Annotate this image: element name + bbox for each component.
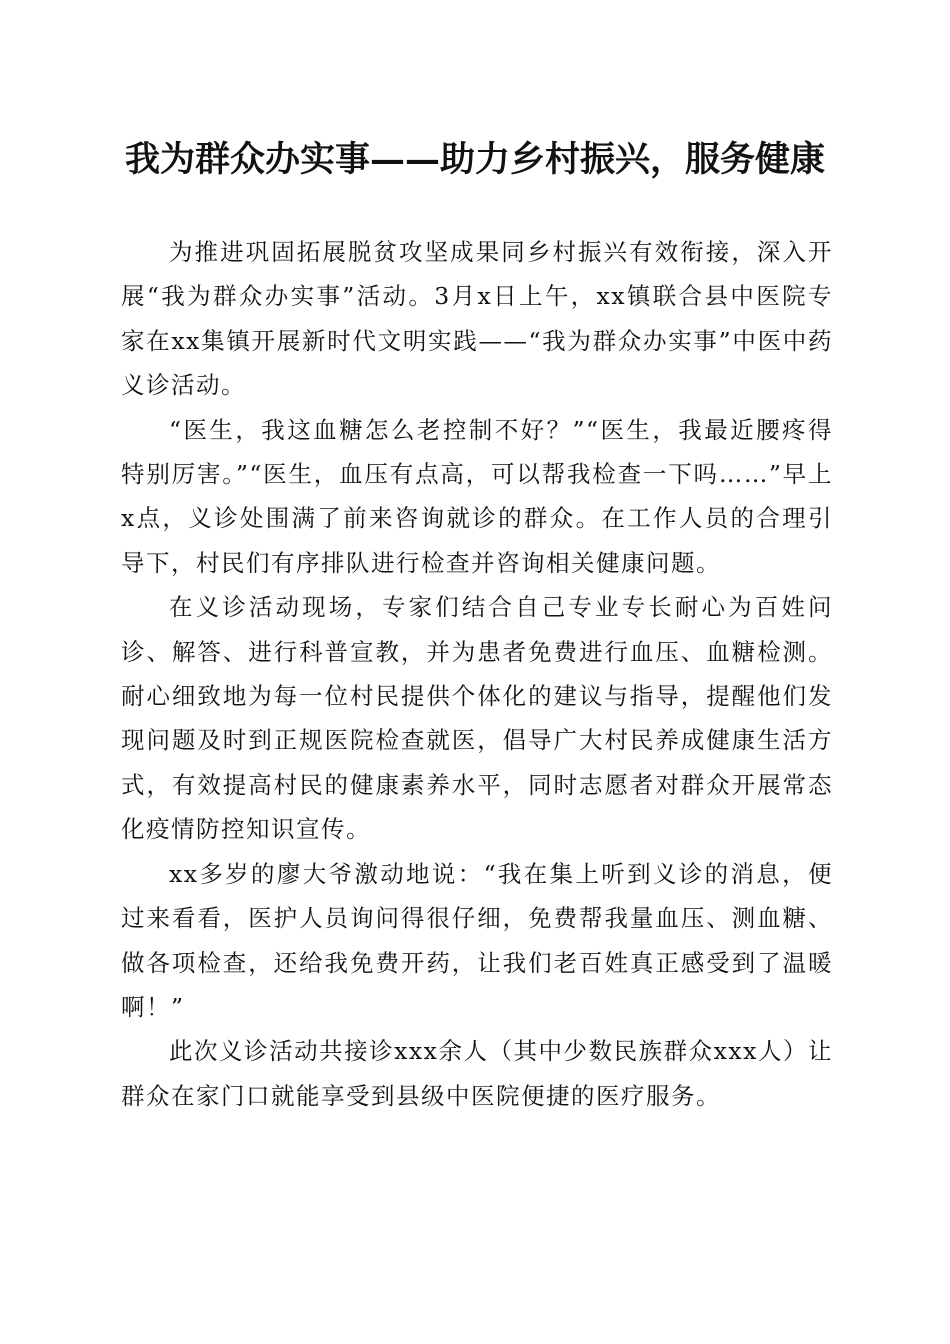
paragraph-2: “医生，我这血糖怎么老控制不好？”“医生，我最近腰疼得特别厉害。”“医生，血压有点高，可以帮我检查一下吗……”早上x点，义诊处围满了前来咨询就诊的群众。在工作人员的合理引导下，村民们有序排队进行检查并咨询相关健康问题。 (121, 415, 833, 577)
document-body (121, 230, 833, 1118)
paragraph-3: 在义诊活动现场，专家们结合自己专业专长耐心为百姓问诊、解答、进行科普宣教，并为患者免费进行血压、血糖检测。耐心细致地为每一位村民提供个体化的建议与指导，提醒他们发现问题及时到正规医院检查就医，倡导广大村民养成健康生活方式，有效提高村民的健康素养水平，同时志愿者对群众开展常态化疫情防控知识宣传。 (121, 593, 833, 844)
document-title: 我为群众办实事——助力乡村振兴，服务健康 (124, 139, 825, 180)
paragraph-1: 为推进巩固拓展脱贫攻坚成果同乡村振兴有效衔接，深入开展“我为群众办实事”活动。3月x日上午，xx镇联合县中医院专家在xx集镇开展新时代文明实践——“我为群众办实事”中医中药义诊活动。 (121, 238, 833, 400)
paragraph-4: xx多岁的廖大爷激动地说：“我在集上听到义诊的消息，便过来看看，医护人员询问得很仔细，免费帮我量血压、测血糖、做各项检查，还给我免费开药，让我们老百姓真正感受到了温暖啊！” (121, 859, 833, 1021)
paragraph-5: 此次义诊活动共接诊xxx余人（其中少数民族群众xxx人）让群众在家门口就能享受到县级中医院便捷的医疗服务。 (121, 1037, 833, 1110)
